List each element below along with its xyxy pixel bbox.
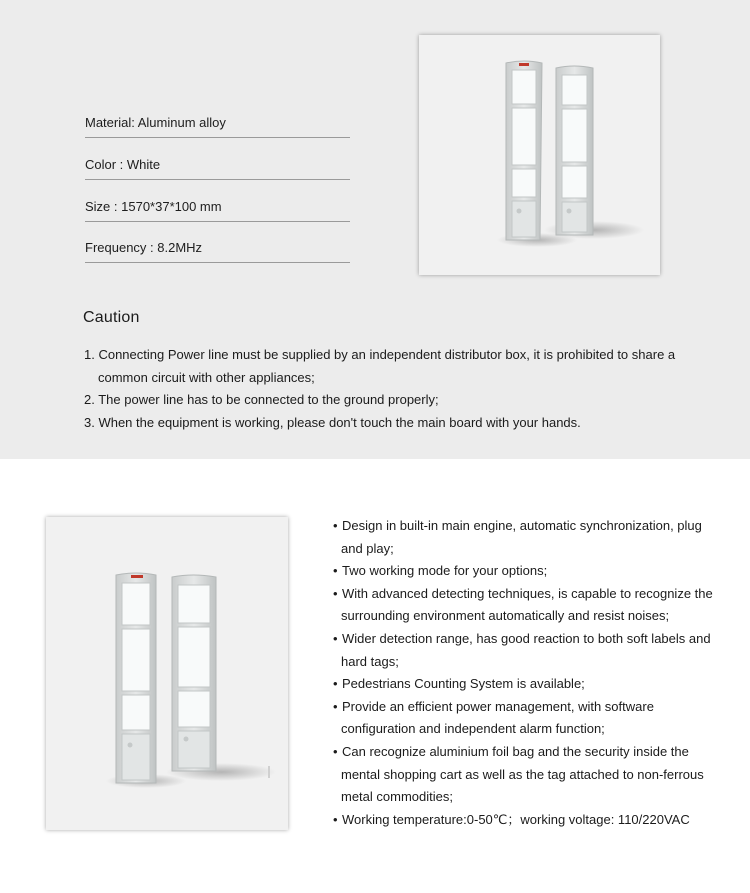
feature-item — [333, 515, 723, 560]
caution-item: 3. When the equipment is working, please don't touch the main board with your hands. — [84, 415, 581, 431]
bullet: • — [333, 743, 338, 759]
eas-antenna-pair-image — [46, 517, 288, 830]
feature-text: Two working mode for your options; — [342, 563, 548, 579]
product-photo-bottom — [46, 517, 288, 830]
feature-item — [333, 583, 723, 628]
bullet: • — [333, 676, 338, 692]
spec-color: Color : White — [85, 155, 350, 180]
feature-text: With advanced detecting techniques, is capable to recognize the surrounding environment automatically and resist noises; — [341, 585, 713, 624]
feature-item — [333, 741, 723, 809]
feature-text: Can recognize aluminium foil bag and the security inside the mental shopping cart as well as the tag attached to non-ferrous metal commodities; — [341, 743, 704, 805]
feature-text: Pedestrians Counting System is available; — [342, 676, 585, 692]
spec-size: Size : 1570*37*100 mm — [85, 197, 350, 222]
indicator-light — [131, 575, 143, 578]
feature-text: Wider detection range, has good reaction to both soft labels and hard tags; — [341, 630, 711, 669]
bullet: • — [333, 518, 338, 533]
feature-list — [333, 515, 723, 831]
antenna-right — [556, 66, 593, 235]
bullet: • — [333, 563, 338, 579]
spec-material: Material: Aluminum alloy — [85, 113, 350, 138]
caution-list — [84, 344, 684, 435]
feature-text: Working temperature:0-50℃；working voltage: 110/220VAC — [342, 811, 690, 827]
feature-item — [333, 809, 723, 832]
feature-item — [333, 673, 723, 696]
bullet: • — [333, 630, 338, 646]
caution-item: 2. The power line has to be connected to the ground properly; — [84, 392, 439, 408]
spec-frequency: Frequency : 8.2MHz — [85, 238, 350, 263]
product-photo-top — [419, 35, 660, 275]
antenna-left — [116, 573, 156, 783]
antenna-left — [506, 61, 542, 240]
caution-item: 1. Connecting Power line must be supplied by an independent distributor box, it is prohibited to share a common circuit with other appliances; — [84, 347, 676, 385]
antenna-right — [172, 575, 216, 771]
feature-item — [333, 628, 723, 673]
feature-text: Provide an efficient power management, with software configuration and independent alarm function; — [341, 698, 654, 737]
feature-item — [333, 696, 723, 741]
feature-item — [333, 560, 723, 583]
bullet: • — [333, 811, 338, 827]
caution-title: Caution — [83, 309, 140, 326]
eas-antenna-pair-image — [419, 35, 660, 275]
frame-edge-mark — [268, 766, 270, 778]
bullet: • — [333, 698, 338, 714]
bullet: • — [333, 585, 338, 601]
feature-text: Design in built-in main engine, automatic synchronization, plug and play; — [341, 518, 702, 556]
indicator-light — [519, 63, 529, 66]
